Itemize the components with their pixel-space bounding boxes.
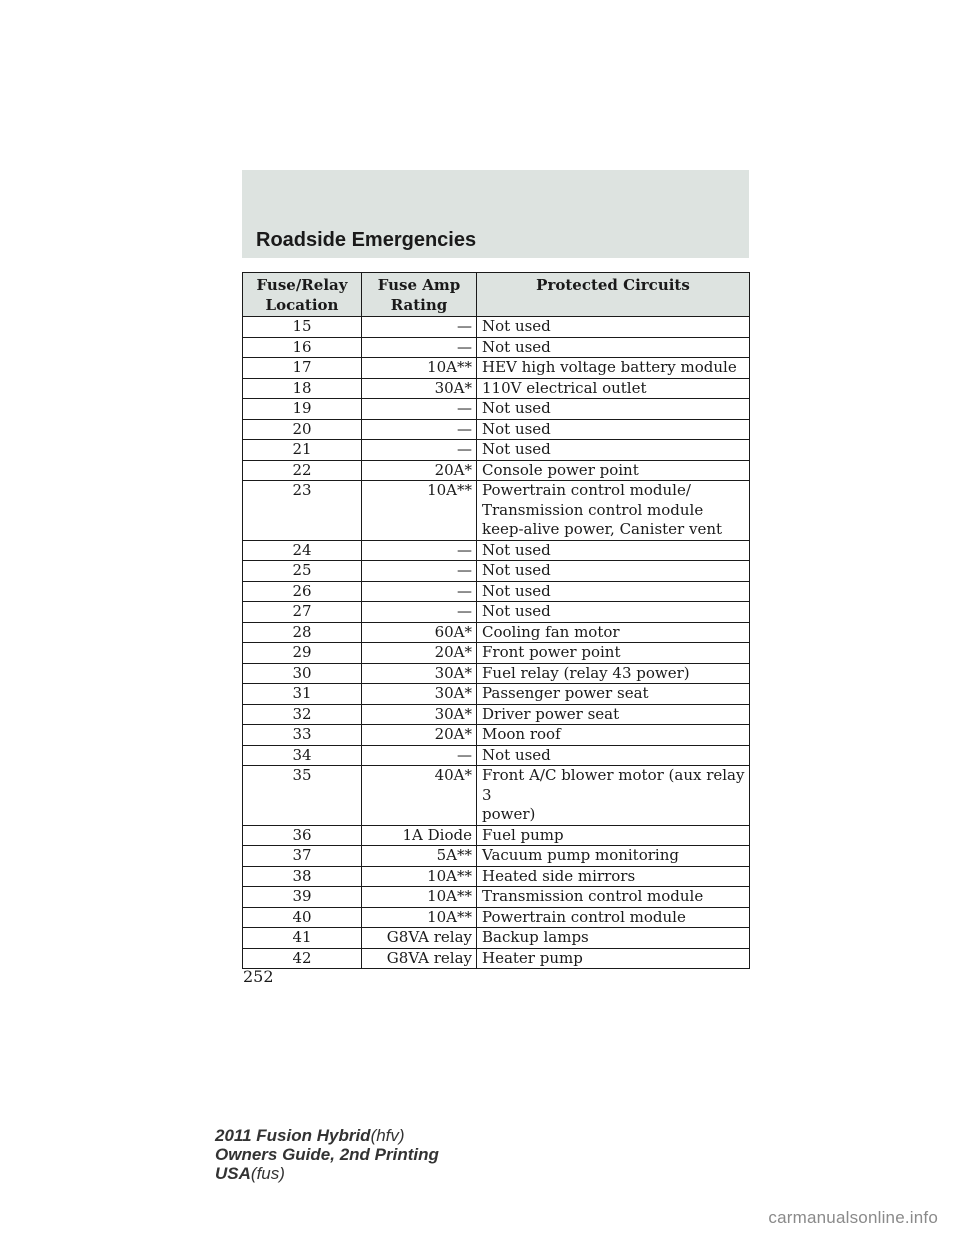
protected-circuits-cell bbox=[477, 358, 750, 379]
protected-circuit-line: Fuel relay (relay 43 power) bbox=[482, 663, 690, 682]
protected-circuit-line: Not used bbox=[482, 419, 551, 438]
fuse-location-cell: 20 bbox=[243, 419, 362, 440]
protected-circuits-cell bbox=[477, 704, 750, 725]
table-row bbox=[243, 643, 750, 664]
table-row bbox=[243, 663, 750, 684]
fuse-location-cell: 22 bbox=[243, 460, 362, 481]
fuse-rating-cell: — bbox=[362, 540, 477, 561]
section-title: Roadside Emergencies bbox=[256, 229, 477, 251]
protected-circuit-line: 110V electrical outlet bbox=[482, 378, 647, 397]
fuse-rating-cell: 30A* bbox=[362, 704, 477, 725]
fuse-location-cell: 29 bbox=[243, 643, 362, 664]
protected-circuits-cell bbox=[477, 540, 750, 561]
table-row bbox=[243, 907, 750, 928]
table-row bbox=[243, 317, 750, 338]
fuse-rating-cell: 30A* bbox=[362, 378, 477, 399]
protected-circuit-line: HEV high voltage battery module bbox=[482, 358, 737, 376]
table-row bbox=[243, 337, 750, 358]
protected-circuits-cell bbox=[477, 745, 750, 766]
protected-circuits-cell bbox=[477, 887, 750, 908]
fuse-rating-cell: 20A* bbox=[362, 725, 477, 746]
fuse-rating-cell: — bbox=[362, 602, 477, 623]
protected-circuits-cell bbox=[477, 337, 750, 358]
fuse-rating-cell: — bbox=[362, 317, 477, 338]
protected-circuit-line: Not used bbox=[482, 337, 551, 356]
protected-circuits-cell bbox=[477, 907, 750, 928]
fuse-rating-cell: — bbox=[362, 440, 477, 461]
fuse-location-cell: 16 bbox=[243, 337, 362, 358]
protected-circuit-line: Not used bbox=[482, 602, 551, 620]
protected-circuit-line: Not used bbox=[482, 561, 551, 579]
fuse-rating-cell: — bbox=[362, 561, 477, 582]
table-row bbox=[243, 928, 750, 949]
protected-circuit-line: Powertrain control module/ bbox=[482, 481, 691, 499]
fuse-location-cell: 32 bbox=[243, 704, 362, 725]
table-row bbox=[243, 561, 750, 582]
fuse-location-cell: 26 bbox=[243, 581, 362, 602]
fuse-rating-cell: 60A* bbox=[362, 622, 477, 643]
protected-circuits-cell bbox=[477, 378, 750, 399]
footer-line-market bbox=[215, 1164, 439, 1183]
fuse-rating-cell: 10A** bbox=[362, 481, 477, 541]
protected-circuit-line: power) bbox=[482, 805, 536, 823]
fuse-location-cell: 18 bbox=[243, 378, 362, 399]
protected-circuits-cell bbox=[477, 928, 750, 949]
fuse-location-cell: 41 bbox=[243, 928, 362, 949]
protected-circuits-cell bbox=[477, 948, 750, 969]
fuse-location-cell: 37 bbox=[243, 846, 362, 867]
protected-circuits-cell bbox=[477, 561, 750, 582]
fuse-rating-cell: 1A Diode bbox=[362, 825, 477, 846]
protected-circuit-line: Heater pump bbox=[482, 948, 583, 967]
protected-circuit-line: Not used bbox=[482, 540, 551, 559]
fuse-rating-cell: 30A* bbox=[362, 663, 477, 684]
fuse-table-body bbox=[243, 317, 750, 969]
column-header-rating bbox=[362, 273, 477, 317]
fuse-rating-cell: 10A** bbox=[362, 907, 477, 928]
footer-line-model bbox=[215, 1126, 439, 1145]
protected-circuit-line: Driver power seat bbox=[482, 704, 620, 723]
protected-circuit-line: Console power point bbox=[482, 460, 639, 479]
footer-market: USA bbox=[215, 1164, 251, 1183]
fuse-table-header bbox=[243, 273, 750, 317]
protected-circuit-line: Transmission control module bbox=[482, 887, 704, 905]
protected-circuit-line: Cooling fan motor bbox=[482, 622, 620, 641]
table-row bbox=[243, 725, 750, 746]
print-footer bbox=[215, 1126, 439, 1183]
protected-circuits-cell bbox=[477, 581, 750, 602]
table-row bbox=[243, 846, 750, 867]
fuse-location-cell: 25 bbox=[243, 561, 362, 582]
protected-circuits-cell bbox=[477, 663, 750, 684]
table-row bbox=[243, 419, 750, 440]
table-row bbox=[243, 399, 750, 420]
fuse-location-cell: 19 bbox=[243, 399, 362, 420]
table-row bbox=[243, 704, 750, 725]
fuse-rating-cell: — bbox=[362, 581, 477, 602]
fuse-rating-cell: 10A** bbox=[362, 887, 477, 908]
protected-circuit-line: Heated side mirrors bbox=[482, 866, 636, 885]
table-row bbox=[243, 540, 750, 561]
fuse-rating-cell: G8VA relay bbox=[362, 948, 477, 969]
protected-circuits-cell bbox=[477, 481, 750, 541]
protected-circuits-cell bbox=[477, 419, 750, 440]
fuse-rating-cell: 20A* bbox=[362, 643, 477, 664]
fuse-location-cell: 33 bbox=[243, 725, 362, 746]
table-row bbox=[243, 460, 750, 481]
protected-circuit-line: Front A/C blower motor (aux relay 3 bbox=[482, 766, 745, 804]
protected-circuits-cell bbox=[477, 684, 750, 705]
protected-circuits-cell bbox=[477, 825, 750, 846]
table-row bbox=[243, 825, 750, 846]
table-row bbox=[243, 745, 750, 766]
watermark: carmanualsonline.info bbox=[768, 1208, 938, 1227]
fuse-rating-cell: — bbox=[362, 399, 477, 420]
footer-model-code: (hfv) bbox=[370, 1126, 405, 1145]
fuse-location-cell: 30 bbox=[243, 663, 362, 684]
footer-model: 2011 Fusion Hybrid bbox=[215, 1126, 371, 1145]
table-row bbox=[243, 602, 750, 623]
table-row bbox=[243, 948, 750, 969]
fuse-rating-cell: 30A* bbox=[362, 684, 477, 705]
protected-circuits-cell bbox=[477, 643, 750, 664]
footer-guide: Owners Guide, 2nd Printing bbox=[215, 1145, 439, 1164]
fuse-location-cell: 28 bbox=[243, 622, 362, 643]
protected-circuits-cell bbox=[477, 866, 750, 887]
protected-circuit-line: Fuel pump bbox=[482, 825, 564, 844]
protected-circuit-line: Powertrain control module bbox=[482, 907, 686, 926]
fuse-location-cell: 21 bbox=[243, 440, 362, 461]
fuse-rating-cell: — bbox=[362, 745, 477, 766]
protected-circuit-line: Not used bbox=[482, 440, 551, 458]
fuse-location-cell: 23 bbox=[243, 481, 362, 541]
protected-circuit-line: Not used bbox=[482, 581, 551, 600]
protected-circuit-line: Transmission control module bbox=[482, 500, 704, 519]
fuse-location-cell: 42 bbox=[243, 948, 362, 969]
fuse-location-cell: 24 bbox=[243, 540, 362, 561]
column-header-location-line2: Location bbox=[265, 295, 339, 314]
fuse-table bbox=[242, 272, 750, 969]
table-row bbox=[243, 866, 750, 887]
fuse-location-cell: 31 bbox=[243, 684, 362, 705]
column-header-rating-line2: Rating bbox=[390, 295, 448, 314]
table-row bbox=[243, 622, 750, 643]
fuse-location-cell: 36 bbox=[243, 825, 362, 846]
fuse-rating-cell: 20A* bbox=[362, 460, 477, 481]
fuse-location-cell: 15 bbox=[243, 317, 362, 338]
column-header-location bbox=[243, 273, 362, 317]
fuse-location-cell: 40 bbox=[243, 907, 362, 928]
header-row bbox=[243, 273, 750, 317]
fuse-location-cell: 34 bbox=[243, 745, 362, 766]
fuse-location-cell: 38 bbox=[243, 866, 362, 887]
table-row bbox=[243, 358, 750, 379]
table-row bbox=[243, 378, 750, 399]
protected-circuits-cell bbox=[477, 317, 750, 338]
page-number: 252 bbox=[243, 967, 274, 986]
protected-circuits-cell bbox=[477, 399, 750, 420]
protected-circuit-line: Backup lamps bbox=[482, 928, 589, 946]
table-row bbox=[243, 581, 750, 602]
column-header-rating-line1: Fuse Amp bbox=[377, 276, 461, 294]
protected-circuit-line: Front power point bbox=[482, 643, 621, 661]
fuse-rating-cell: — bbox=[362, 419, 477, 440]
table-row bbox=[243, 481, 750, 541]
protected-circuit-line: Not used bbox=[482, 745, 551, 764]
protected-circuit-line: keep-alive power, Canister vent bbox=[482, 520, 723, 538]
fuse-location-cell: 17 bbox=[243, 358, 362, 379]
column-header-location-line1: Fuse/Relay bbox=[256, 276, 348, 294]
protected-circuit-line: Not used bbox=[482, 317, 551, 335]
protected-circuit-line: Passenger power seat bbox=[482, 684, 649, 702]
fuse-location-cell: 27 bbox=[243, 602, 362, 623]
table-row bbox=[243, 766, 750, 826]
footer-market-code: (fus) bbox=[250, 1164, 285, 1183]
fuse-rating-cell: 40A* bbox=[362, 766, 477, 826]
column-header-circuits: Protected Circuits bbox=[477, 273, 750, 317]
fuse-rating-cell: 10A** bbox=[362, 866, 477, 887]
fuse-location-cell: 39 bbox=[243, 887, 362, 908]
table-row bbox=[243, 440, 750, 461]
fuse-rating-cell: G8VA relay bbox=[362, 928, 477, 949]
protected-circuits-cell bbox=[477, 602, 750, 623]
protected-circuits-cell bbox=[477, 846, 750, 867]
protected-circuits-cell bbox=[477, 725, 750, 746]
fuse-rating-cell: 5A** bbox=[362, 846, 477, 867]
table-row bbox=[243, 887, 750, 908]
protected-circuit-line: Vacuum pump monitoring bbox=[482, 846, 679, 864]
fuse-location-cell: 35 bbox=[243, 766, 362, 826]
protected-circuits-cell bbox=[477, 440, 750, 461]
protected-circuits-cell bbox=[477, 766, 750, 826]
fuse-rating-cell: — bbox=[362, 337, 477, 358]
fuse-rating-cell: 10A** bbox=[362, 358, 477, 379]
section-header-band bbox=[242, 170, 749, 258]
table-row bbox=[243, 684, 750, 705]
protected-circuit-line: Moon roof bbox=[482, 725, 561, 743]
protected-circuits-cell bbox=[477, 460, 750, 481]
protected-circuit-line: Not used bbox=[482, 399, 551, 417]
protected-circuits-cell bbox=[477, 622, 750, 643]
